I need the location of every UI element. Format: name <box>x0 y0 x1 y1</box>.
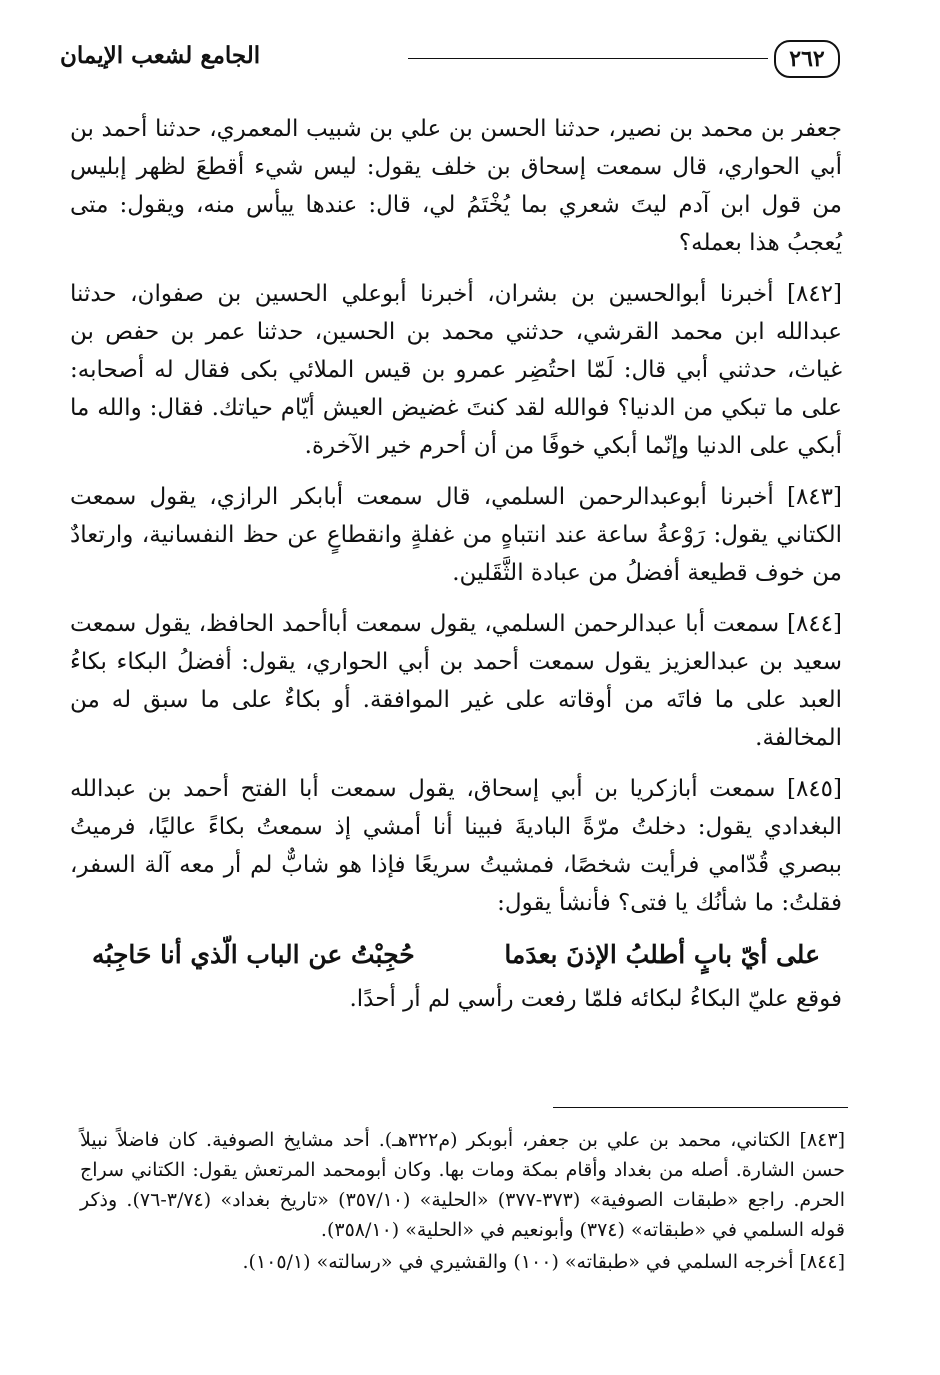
footnote-text-844: أخرجه السلمي في «طبقاته» (١٠٠) والقشيري في «رسالته» (١٠٥/١). <box>242 1251 794 1273</box>
paragraph-842 <box>70 275 842 465</box>
paragraph-845-end: فوقع عليّ البكاءُ لبكائه فلمّا رفعت رأسي لم أر أحدًا. <box>349 986 842 1012</box>
footnote-number-844: [٨٤٤] <box>799 1251 845 1273</box>
paragraph-844 <box>70 605 842 757</box>
page-header <box>60 36 840 86</box>
footnotes <box>80 1125 845 1279</box>
book-title: الجامع لشعب الإيمان <box>60 42 261 69</box>
paragraph-843 <box>70 478 842 592</box>
main-text <box>70 110 842 1031</box>
footnote-844 <box>80 1247 845 1277</box>
page-number: ٢٦٢ <box>774 40 840 78</box>
footnote-843 <box>80 1125 845 1245</box>
poem-verse <box>92 936 820 974</box>
hadith-number-843: [٨٤٣] <box>786 484 842 510</box>
hadith-number-845: [٨٤٥] <box>786 776 843 802</box>
hadith-text-845: سمعت أبازكريا بن أبي إسحاق، يقول سمعت أبا الفتح أحمد بن عبدالله البغدادي يقول: دخلتُ مرّةً الباديةَ فبينا أنا أمشي إذ سمعتُ بكاءً عاليًا، فرميتُ ببصري قُدّامي فرأيت شخصًا، فمشيتُ سريعًا فإذا هو شابٌّ لم أر معه آلة السفر، فقلتُ: ما شأنُك يا فتى؟ فأنشأ يقول: <box>70 776 842 916</box>
footnote-number-843: [٨٤٣] <box>799 1129 845 1151</box>
paragraph-845 <box>70 770 842 922</box>
header-rule <box>408 58 768 59</box>
hadith-number-844: [٨٤٤] <box>786 611 843 637</box>
paragraph-intro: جعفر بن محمد بن نصير، حدثنا الحسن بن علي بن شبيب المعمري، حدثنا أحمد بن أبي الحواري، قال سمعت إسحاق بن خلف يقول: ليس شيء أقطعَ لظهر إبليس من قول ابن آدم ليتَ شعري بما يُخْتَمُ لي، قال: عندها ييأس منه، ويقول: متى يُعجبُ هذا بعمله؟ <box>70 116 842 256</box>
footnote-text-843: الكتاني، محمد بن علي بن جعفر، أبوبكر (م٣٢٢هـ). أحد مشايخ الصوفية. كان فاضلاً نبيلاً حسن الشارة. أصله من بغداد وأقام بمكة ومات بها. وكان أبومحمد المرتعش يقول: الكتاني سراج الحرم. راجع «طبقات الصوفية» (٣٧٣-٣٧٧) «الحلية» (٣٥٧/١٠) «تاريخ بغداد» (٣/٧٤-٧٦). وذكر قوله السلمي في «طبقاته» (٣٧٤) وأبونعيم في «الحلية» (٣٥٨/١٠). <box>80 1129 845 1241</box>
footnote-separator <box>553 1107 848 1108</box>
verse-second-hemistich: حُجِبْتُ عن الباب الّذي أنا حَاجِبُه <box>92 940 415 969</box>
hadith-number-842: [٨٤٢] <box>786 281 843 307</box>
hadith-text-844: سمعت أبا عبدالرحمن السلمي، يقول سمعت أباأحمد الحافظ، يقول سمعت سعيد بن عبدالعزيز يقول سمعت أحمد بن أبي الحواري، يقول: أفضلُ البكاء بكاءُ العبد على ما فاتَه من أوقاته على غير الموافقة. أو بكاءٌ على ما سبق له من المخالفة. <box>70 611 842 751</box>
verse-first-hemistich: على أيّ بابٍ أطلبُ الإذنَ بعدَما <box>504 940 820 969</box>
hadith-text-843: أخبرنا أبوعبدالرحمن السلمي، قال سمعت أبابكر الرازي، يقول سمعت الكتاني يقول: رَوْعةُ ساعة عند انتباهٍ من غفلةٍ وانقطاعٍ عن حظ النفسانية، وارتعادٌ من خوف قطيعة أفضلُ من عبادة الثَّقَلين. <box>70 484 842 586</box>
hadith-text-842: أخبرنا أبوالحسين بن بشران، أخبرنا أبوعلي الحسين بن صفوان، حدثنا عبدالله ابن محمد القرشي، حدثني محمد بن الحسين، حدثنا عمر بن حفص بن غياث، حدثني أبي قال: لَمّا احتُضِر عمرو بن قيس الملائي بكى فقال له أصحابه: على ما تبكي من الدنيا؟ فوالله لقد كنتَ غضيض العيش أيّام حياتك. فقال: والله ما أبكي على الدنيا وإنّما أبكي خوفًا من أن أحرم خير الآخرة. <box>70 281 842 459</box>
